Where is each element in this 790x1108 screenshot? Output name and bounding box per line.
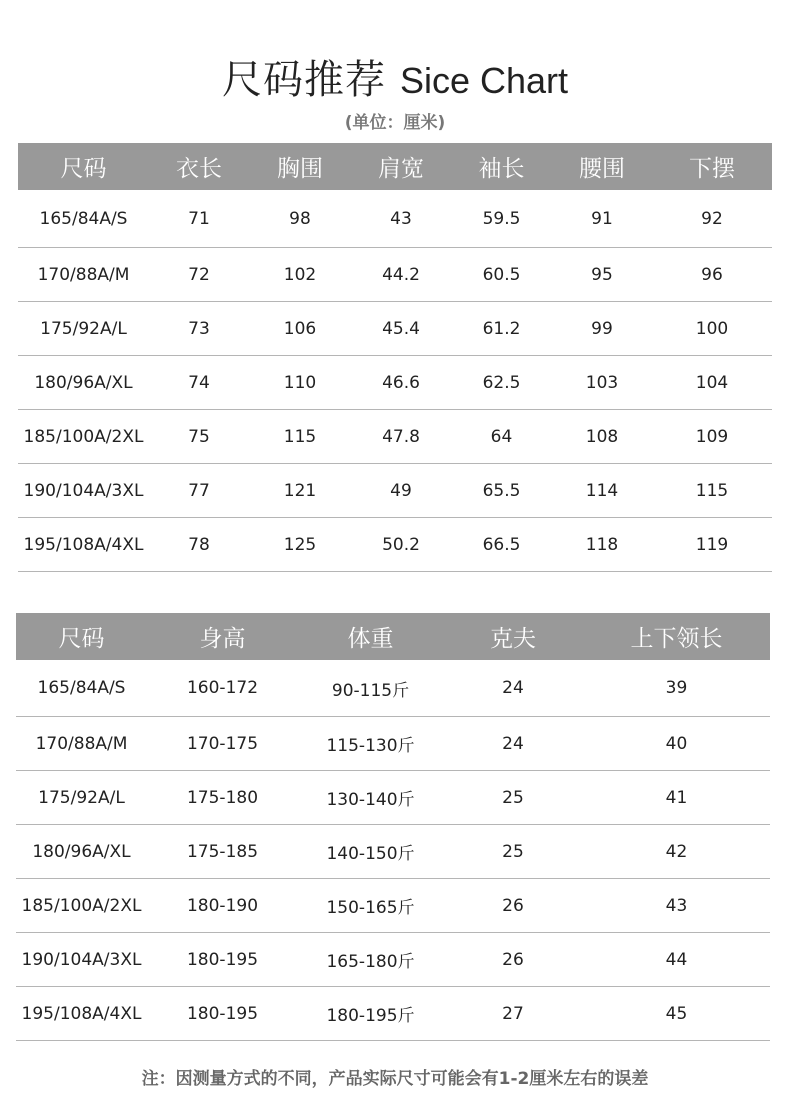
size-cell: 165/84A/S: [18, 190, 149, 248]
value-cell: 115: [249, 410, 351, 464]
size-cell: 195/108A/4XL: [16, 987, 147, 1041]
value-cell: 99: [552, 302, 652, 356]
value-cell: 39: [583, 660, 770, 717]
value-cell: 102: [249, 248, 351, 302]
value-cell: 160-172: [147, 660, 298, 717]
value-cell: 60.5: [451, 248, 552, 302]
value-cell: 150-165斤: [298, 879, 443, 933]
value-cell: 45.4: [351, 302, 451, 356]
value-cell: 25: [443, 825, 583, 879]
value-cell: 115-130斤: [298, 717, 443, 771]
title-cn: 尺码推荐: [221, 57, 386, 103]
value-cell: 140-150斤: [298, 825, 443, 879]
size-cell: 180/96A/XL: [16, 825, 147, 879]
table-header-row: [16, 613, 770, 660]
value-cell: 46.6: [351, 356, 451, 410]
column-header: 肩宽: [351, 143, 451, 190]
value-cell: 110: [249, 356, 351, 410]
size-cell: 190/104A/3XL: [16, 933, 147, 987]
value-cell: 73: [149, 302, 249, 356]
value-cell: 24: [443, 660, 583, 717]
value-cell: 96: [652, 248, 772, 302]
value-cell: 119: [652, 518, 772, 572]
value-cell: 108: [552, 410, 652, 464]
size-cell: 175/92A/L: [18, 302, 149, 356]
size-cell: 190/104A/3XL: [18, 464, 149, 518]
body-size-table: [16, 613, 770, 1041]
size-cell: 195/108A/4XL: [18, 518, 149, 572]
value-cell: 59.5: [451, 190, 552, 248]
column-header: 腰围: [552, 143, 652, 190]
value-cell: 92: [652, 190, 772, 248]
value-cell: 104: [652, 356, 772, 410]
value-cell: 130-140斤: [298, 771, 443, 825]
value-cell: 180-195: [147, 987, 298, 1041]
column-header: 胸围: [249, 143, 351, 190]
footnote: 注：因测量方式的不同，产品实际尺寸可能会有1-2厘米左右的误差: [141, 1069, 649, 1089]
value-cell: 95: [552, 248, 652, 302]
value-cell: 26: [443, 933, 583, 987]
column-header: 体重: [298, 613, 443, 660]
title-en: Sice Chart: [399, 60, 569, 101]
table-row: [16, 825, 770, 879]
value-cell: 24: [443, 717, 583, 771]
value-cell: 125: [249, 518, 351, 572]
garment-size-table: [18, 143, 772, 572]
value-cell: 71: [149, 190, 249, 248]
value-cell: 180-195: [147, 933, 298, 987]
table-row: [18, 518, 772, 572]
value-cell: 27: [443, 987, 583, 1041]
value-cell: 43: [351, 190, 451, 248]
value-cell: 109: [652, 410, 772, 464]
value-cell: 61.2: [451, 302, 552, 356]
value-cell: 47.8: [351, 410, 451, 464]
table-row: [18, 248, 772, 302]
value-cell: 75: [149, 410, 249, 464]
table-row: [16, 660, 770, 717]
column-header: 袖长: [451, 143, 552, 190]
value-cell: 77: [149, 464, 249, 518]
table-row: [18, 356, 772, 410]
value-cell: 78: [149, 518, 249, 572]
value-cell: 98: [249, 190, 351, 248]
size-cell: 175/92A/L: [16, 771, 147, 825]
value-cell: 180-190: [147, 879, 298, 933]
value-cell: 40: [583, 717, 770, 771]
value-cell: 72: [149, 248, 249, 302]
size-cell: 185/100A/2XL: [16, 879, 147, 933]
column-header: 上下领长: [583, 613, 770, 660]
size-cell: 170/88A/M: [18, 248, 149, 302]
value-cell: 41: [583, 771, 770, 825]
value-cell: 170-175: [147, 717, 298, 771]
unit-label: (单位：厘米): [344, 113, 446, 133]
size-cell: 180/96A/XL: [18, 356, 149, 410]
value-cell: 180-195斤: [298, 987, 443, 1041]
table-row: [16, 771, 770, 825]
value-cell: 44.2: [351, 248, 451, 302]
table-row: [16, 717, 770, 771]
value-cell: 26: [443, 879, 583, 933]
value-cell: 49: [351, 464, 451, 518]
value-cell: 118: [552, 518, 652, 572]
table-row: [18, 190, 772, 248]
value-cell: 44: [583, 933, 770, 987]
value-cell: 100: [652, 302, 772, 356]
value-cell: 65.5: [451, 464, 552, 518]
value-cell: 106: [249, 302, 351, 356]
value-cell: 62.5: [451, 356, 552, 410]
column-header: 尺码: [18, 143, 149, 190]
value-cell: 175-180: [147, 771, 298, 825]
value-cell: 45: [583, 987, 770, 1041]
value-cell: 91: [552, 190, 652, 248]
table-row: [18, 410, 772, 464]
value-cell: 121: [249, 464, 351, 518]
value-cell: 90-115斤: [298, 660, 443, 717]
table-header-row: [18, 143, 772, 190]
table-row: [18, 464, 772, 518]
value-cell: 64: [451, 410, 552, 464]
page-title: [0, 48, 790, 105]
value-cell: 66.5: [451, 518, 552, 572]
column-header: 下摆: [652, 143, 772, 190]
value-cell: 74: [149, 356, 249, 410]
value-cell: 25: [443, 771, 583, 825]
table-row: [16, 933, 770, 987]
size-cell: 185/100A/2XL: [18, 410, 149, 464]
value-cell: 165-180斤: [298, 933, 443, 987]
column-header: 尺码: [16, 613, 147, 660]
value-cell: 175-185: [147, 825, 298, 879]
value-cell: 103: [552, 356, 652, 410]
table-row: [16, 879, 770, 933]
value-cell: 114: [552, 464, 652, 518]
value-cell: 115: [652, 464, 772, 518]
value-cell: 42: [583, 825, 770, 879]
column-header: 克夫: [443, 613, 583, 660]
table-row: [18, 302, 772, 356]
size-cell: 170/88A/M: [16, 717, 147, 771]
column-header: 身高: [147, 613, 298, 660]
value-cell: 50.2: [351, 518, 451, 572]
value-cell: 43: [583, 879, 770, 933]
table-row: [16, 987, 770, 1041]
size-cell: 165/84A/S: [16, 660, 147, 717]
column-header: 衣长: [149, 143, 249, 190]
